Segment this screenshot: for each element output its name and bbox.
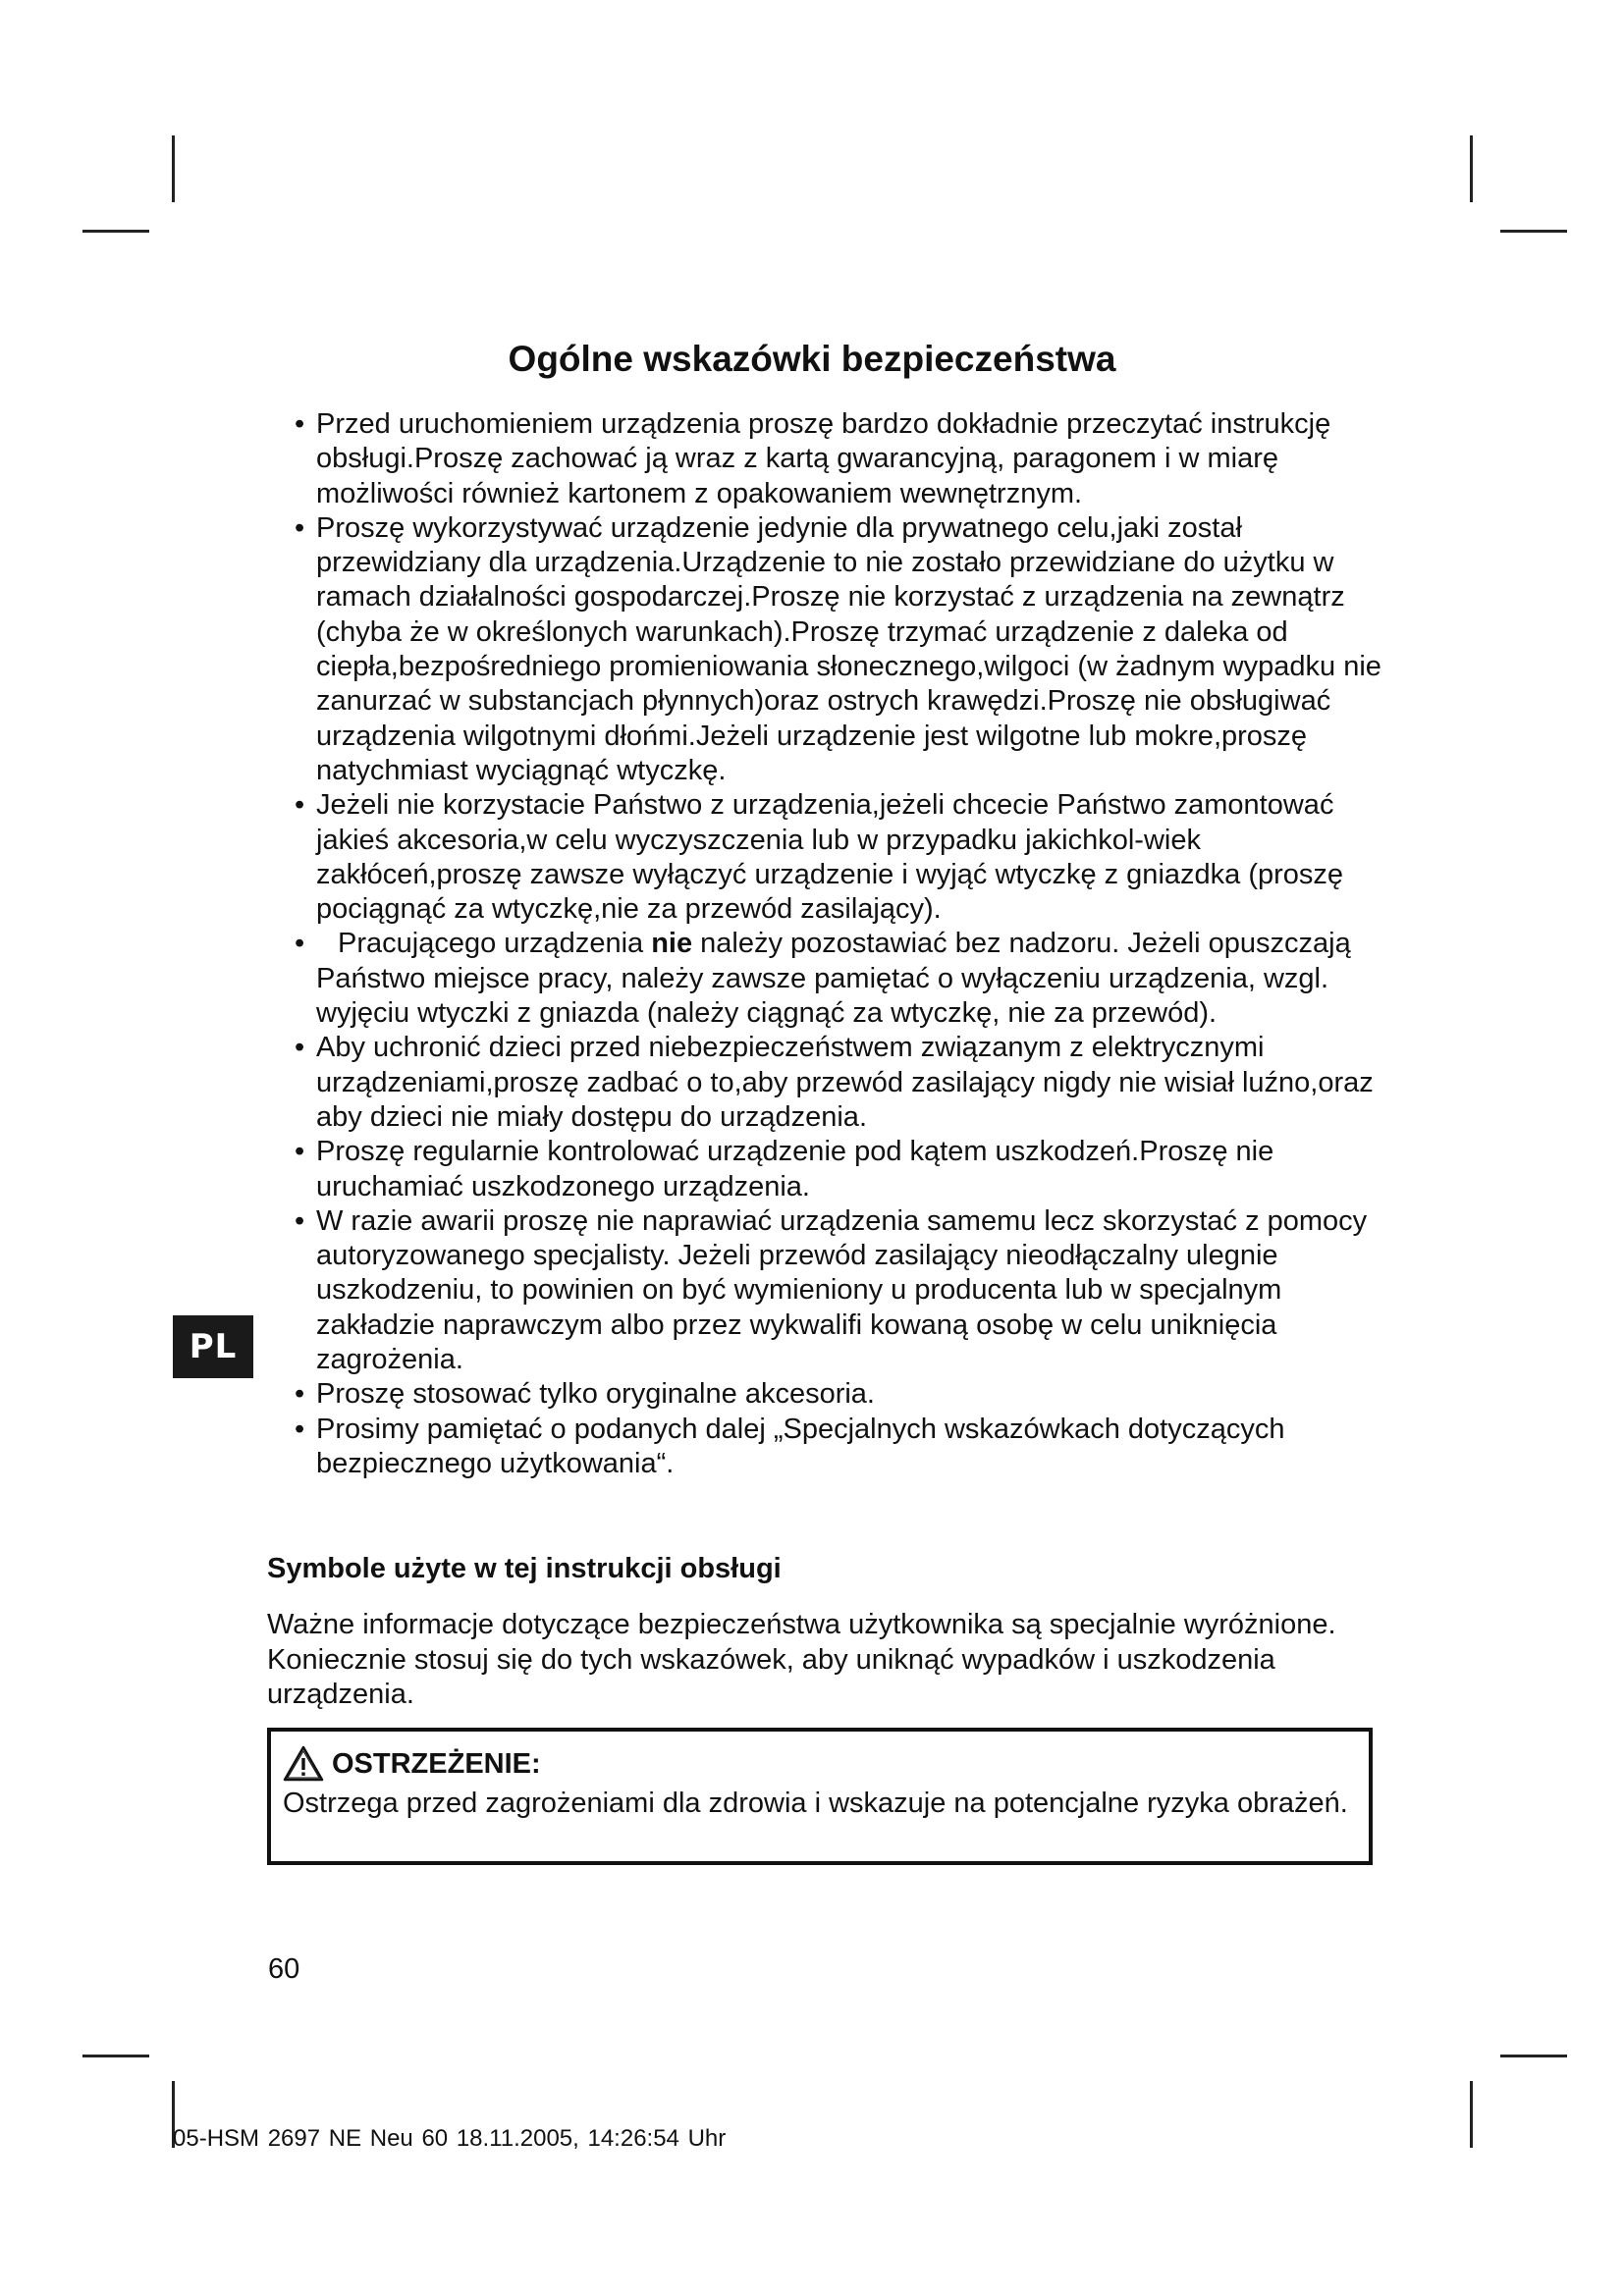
page-title: Ogólne wskazówki bezpieczeństwa (508, 339, 1116, 379)
warning-box (267, 1728, 1373, 1865)
list-item-text: należy pozostawiać bez nadzoru. Jeżeli opuszczają Państwo miejsce pracy, należy zawsze pamiętać o wyłączeniu urządzenia, wzgl. wyjęciu wtyczki z gniazda (należy ciągnąć za wtyczkę, nie za przewód). (316, 928, 1351, 1030)
list-item: • Aby uchronić dzieci przed niebezpieczeństwem związanym z elektrycznymi urządzeniami,proszę zadbać o to,aby przewód zasilający nigdy nie wisiał luźno,oraz aby dzieci nie miały dostępu do urządzenia. (265, 1031, 1394, 1135)
list-item: • Prosimy pamiętać o podanych dalej „Specjalnych wskazówkach dotyczących bezpiecznego użytkowania“. (265, 1413, 1394, 1482)
warning-text: Ostrzega przed zagrożeniami dla zdrowia i wskazuje na potencjalne ryzyka obrażeń. (283, 1788, 1348, 1819)
list-item: • W razie awarii proszę nie naprawiać urządzenia samemu lecz skorzystać z pomocy autoryzowanego specjalisty. Jeżeli przewód zasilający nieodłączalny ulegnie uszkodzeniu, to powinien on być wymieniony u producenta lub w specjalnym zakładzie naprawczym albo przez wykwalifi kowaną osobę w celu uniknięcia zagrożenia. (265, 1204, 1394, 1377)
warning-label: OSTRZEŻENIE: (332, 1747, 541, 1780)
warning-triangle-icon (283, 1745, 324, 1783)
language-tab: PL (173, 1315, 253, 1378)
crop-mark (1500, 2055, 1567, 2057)
print-footer: 05-HSM 2697 NE Neu 60 18.11.2005, 14:26:54 Uhr (173, 2125, 727, 2152)
warning-header (283, 1745, 1357, 1783)
crop-mark (1470, 135, 1473, 202)
section-heading: Symbole użyte w tej instrukcji obsługi (267, 1553, 782, 1584)
safety-list (265, 407, 1394, 1481)
list-item: • Proszę wykorzystywać urządzenie jedynie dla prywatnego celu,jaki został przewidziany dla urządzenia.Urządzenie to nie zostało przewidziane do użytku w ramach działalności gospodarczej.Proszę nie korzystać z urządzenia na zewnątrz (chyba że w określonych warunkach).Proszę trzymać urządzenie z daleka od ciepła,bezpośredniego promieniowania słonecznego,wilgoci (w żadnym wypadku nie zanurzać w substancjach płynnych)oraz ostrych krawędzi.Proszę nie obsługiwać urządzenia wilgotnymi dłońmi.Jeżeli urządzenie jest wilgotne lub mokre,proszę natychmiast wyciągnąć wtyczkę. (265, 511, 1394, 788)
crop-mark (172, 135, 175, 202)
list-item-text: Pracującego urządzenia (338, 928, 652, 960)
crop-mark (82, 2055, 149, 2057)
page-number: 60 (268, 1953, 300, 1985)
crop-mark (1500, 230, 1567, 233)
crop-mark (1470, 2081, 1473, 2148)
emphasis-text: nie (651, 928, 693, 960)
section-paragraph: Ważne informacje dotyczące bezpieczeństwa użytkownika są specjalnie wyróżnione. Koniecznie stosuj się do tych wskazówek, aby uniknąć wypadków i uszkodzenia urządzenia. (267, 1609, 1336, 1710)
list-item: • Proszę stosować tylko oryginalne akcesoria. (265, 1377, 1394, 1412)
crop-mark (82, 230, 149, 233)
list-item: • Przed uruchomieniem urządzenia proszę bardzo dokładnie przeczytać instrukcję obsługi.Proszę zachować ją wraz z kartą gwarancyjną, paragonem i w miarę możliwości również kartonem z opakowaniem wewnętrznym. (265, 407, 1394, 511)
list-item: • Jeżeli nie korzystacie Państwo z urządzenia,jeżeli chcecie Państwo zamontować jakieś akcesoria,w celu wyczyszczenia lub w przypadku jakichkol-wiek zakłóceń,proszę zawsze wyłączyć urządzenie i wyjąć wtyczkę z gniazdka (proszę pociągnąć za wtyczkę,nie za przewód zasilający). (265, 788, 1394, 927)
list-item: • Proszę regularnie kontrolować urządzenie pod kątem uszkodzeń.Proszę nie uruchamiać uszkodzonego urządzenia. (265, 1135, 1394, 1204)
list-item (265, 927, 1394, 1031)
